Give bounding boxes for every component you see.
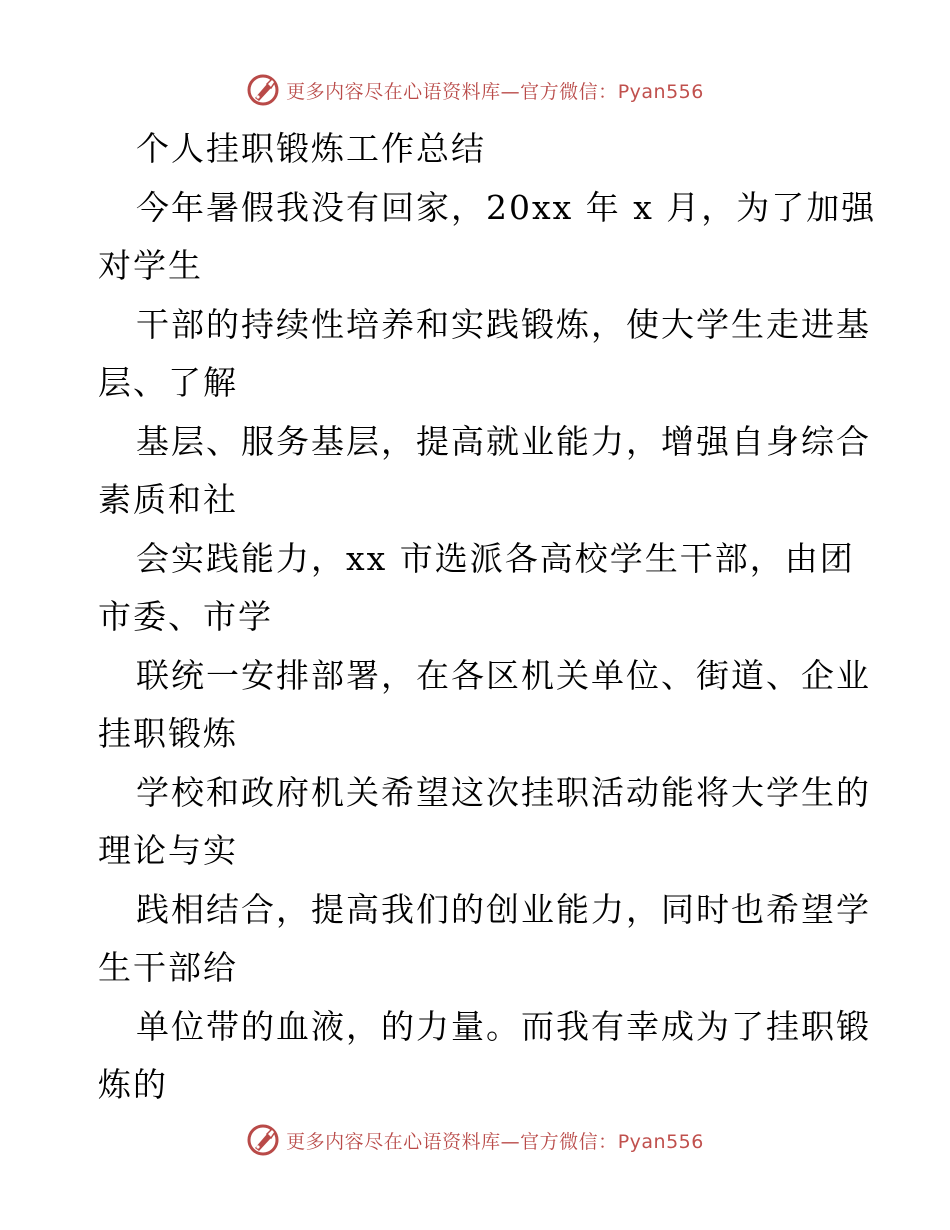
text-line: 学校和政府机关希望这次挂职活动能将大学生的 [136,772,871,812]
text-line: 单位带的血液，的力量。而我有幸成为了挂职锻 [136,1006,871,1046]
pen-logo-icon [246,73,280,107]
text-line: 干部的持续性培养和实践锻炼，使大学生走进基 [136,304,871,344]
watermark-text: 更多内容尽在心语资料库—官方微信：Pyan556 [286,80,704,103]
document-title: 个人挂职锻炼工作总结 [136,129,486,168]
text-line: 理论与实 [98,831,238,870]
text-line: 会实践能力，xx 市选派各高校学生干部，由团 [136,538,855,578]
text-line: 践相结合，提高我们的创业能力，同时也希望学 [136,889,871,929]
footer-watermark [0,1120,950,1160]
text-line: 市委、市学 [98,597,273,636]
text-line: 联统一安排部署，在各区机关单位、街道、企业 [136,655,871,695]
text-line: 挂职锻炼 [98,714,238,753]
text-line: 对学生 [98,246,203,285]
text-line: 素质和社 [98,480,238,519]
text-line: 基层、服务基层，提高就业能力，增强自身综合 [136,421,871,461]
document-body [98,120,877,1115]
text-line: 层、了解 [98,363,238,402]
text-line: 炼的 [98,1065,168,1104]
watermark-text: 更多内容尽在心语资料库—官方微信：Pyan556 [286,1130,704,1153]
text-line: 今年暑假我没有回家，20xx 年 x 月，为了加强 [136,187,877,227]
pen-logo-icon [246,1123,280,1157]
text-line: 生干部给 [98,948,238,987]
header-watermark [0,70,950,110]
